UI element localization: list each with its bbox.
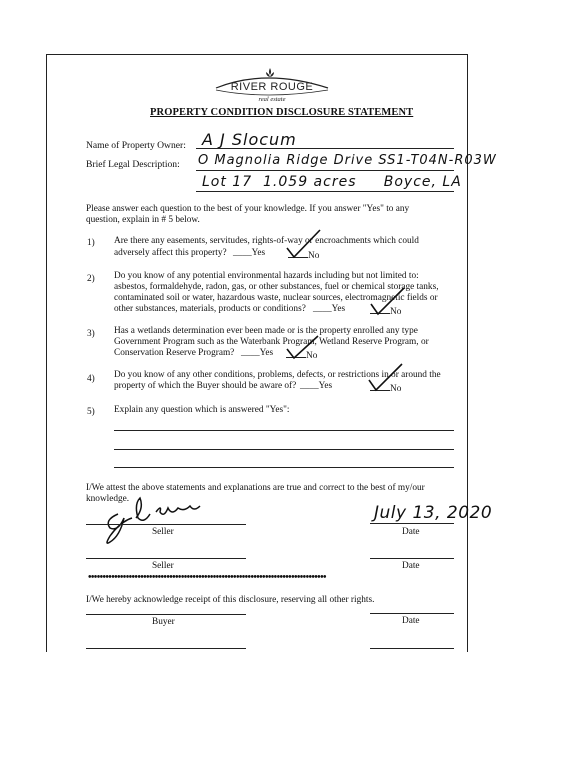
explain-line-2[interactable] [114,449,454,450]
legal-line1-rule [196,170,454,171]
date-label-2: Date [402,561,420,571]
legal-line1[interactable]: O Magnolia Ridge Drive SS1-T04N-R03W [198,153,497,168]
q4-yes-blank: ____ [300,381,319,391]
q3-yes-label: Yes [259,348,274,358]
q3-yes[interactable] [241,348,273,359]
river-rouge-logo [212,66,332,106]
owner-line [196,148,454,149]
q1-yes-blank: ____ [233,248,252,258]
q5-text: Explain any question which is answered "Yes": [114,405,290,415]
instructions-line1: Please answer each question to the best of your knowledge. If you answer "Yes" to any [86,204,410,214]
q1-yes-label: Yes [251,248,266,258]
explain-line-1[interactable] [114,430,454,431]
buyer-sig-line-2[interactable] [86,648,246,649]
q2-line1: Do you know of any potential environmental hazards including but not limited to: [114,271,419,281]
q2-checkmark-icon [368,286,408,316]
q3-no-label: No [306,351,318,361]
q2-number: 2) [87,274,95,284]
date-label-3: Date [402,616,420,626]
q4-yes-label: Yes [318,381,333,391]
date-line-4[interactable] [370,648,454,649]
q4-line1: Do you know of any other conditions, problems, defects, or restrictions in or around the [114,370,441,380]
explain-line-3[interactable] [114,467,454,468]
buyer-label-1: Buyer [152,617,175,627]
buyer-sig-line-1[interactable] [86,614,246,615]
acknowledge-text: I/We hereby acknowledge receipt of this disclosure, reserving all other rights. [86,595,375,605]
q2-line3: contaminated soil or water, hazardous waste, nuclear sources, electromagnetic fields or [114,293,438,303]
q2-yes[interactable] [313,304,345,315]
q1-number: 1) [87,238,95,248]
date-line-2[interactable] [370,558,454,559]
q2-yes-label: Yes [331,304,346,314]
q5-number: 5) [87,407,95,417]
q3-checkmark-icon [284,334,324,360]
q1-yes[interactable] [233,248,265,259]
date-label-1: Date [402,527,420,537]
logo-tagline: real estate [258,96,286,103]
q4-yes[interactable] [300,381,332,392]
q3-line3: Conservation Reserve Program? [114,348,235,358]
q3-number: 3) [87,329,95,339]
date-line-3[interactable] [370,613,454,614]
q1-line1: Are there any easements, servitudes, rights-of-way or encroachments which could [114,236,419,246]
seller-label-2: Seller [152,561,174,571]
q4-checkmark-icon [366,362,406,392]
dotted-separator: •••••••••••••••••••••••••••••••••••••••••••••••••••••••••••••••••••••••••••••••••• [88,572,326,583]
legal-line2-rule [196,191,454,192]
instructions-line2: question, explain in # 5 below. [86,215,200,225]
q3-line2: Government Program such as the Waterbank Program, Wetland Reserve Program, or [114,337,429,347]
q4-number: 4) [87,374,95,384]
q2-no-label: No [390,307,402,317]
q4-no-label: No [390,384,402,394]
q2-yes-blank: ____ [313,304,332,314]
seller-sig-line-2[interactable] [86,558,246,559]
q2-line2: asbestos, formaldehyde, radon, gas, or other substances, fuel or chemical storage tanks, [114,282,439,292]
q1-no-label: No [308,251,320,261]
owner-value[interactable]: A J Slocum [202,130,297,149]
logo-brand: RIVER ROUGE [230,81,314,93]
form-title: PROPERTY CONDITION DISCLOSURE STATEMENT [150,107,414,118]
seller-label-1: Seller [152,527,174,537]
attest-line1: I/We attest the above statements and explanations are true and correct to the best of my/our [86,483,425,493]
q3-yes-blank: ____ [241,348,260,358]
legal-line2[interactable]: Lot 17 1.059 acres Boyce, LA [202,174,462,190]
legal-label: Brief Legal Description: [86,159,180,170]
attest-line2: knowledge. [86,494,130,504]
q1-line2: adversely affect this property? [114,248,227,258]
date-line-1 [370,523,454,524]
q2-line4: other substances, materials, products or conditions? [114,304,306,314]
owner-label: Name of Property Owner: [86,140,186,151]
seller-sig-line-1 [86,524,246,525]
q1-checkmark-icon [284,228,324,260]
signature-date[interactable]: July 13, 2020 [374,503,493,523]
q4-line2: property of which the Buyer should be aware of? [114,381,297,391]
q3-line1: Has a wetlands determination ever been made or is the property enrolled any type [114,326,418,336]
